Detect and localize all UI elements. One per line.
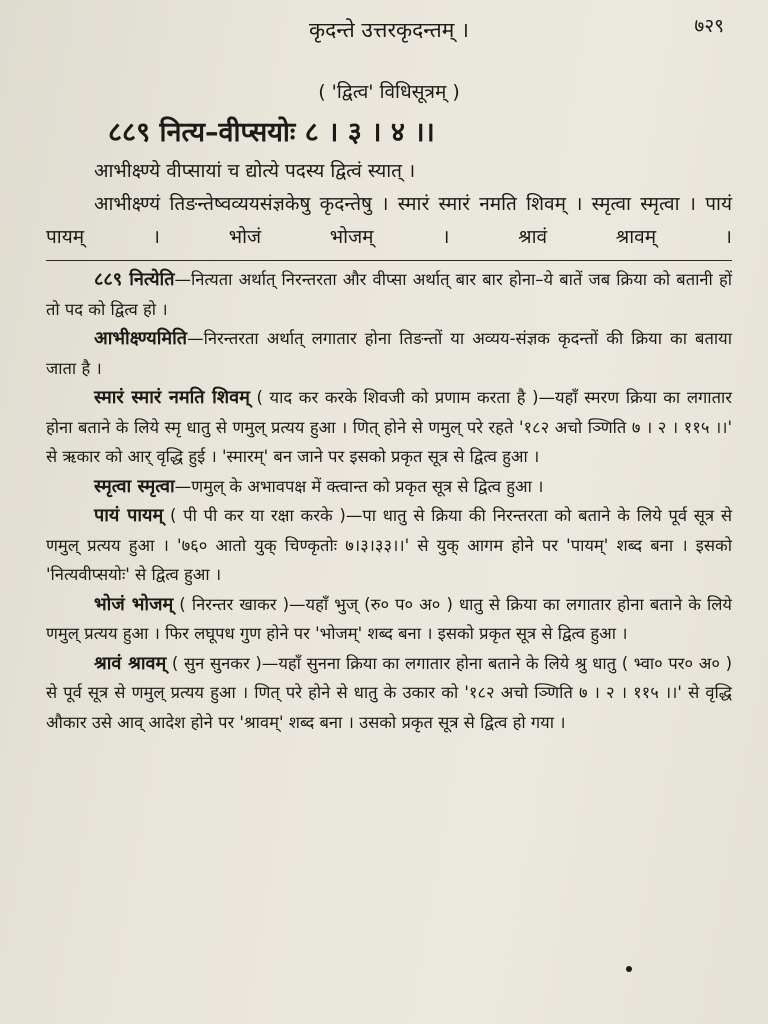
paragraph-lead: स्मृत्वा स्मृत्वा (94, 475, 175, 497)
paragraph-lead: ८८९ नित्येति (94, 269, 175, 290)
section-divider (46, 260, 732, 261)
commentary-paragraph (46, 383, 732, 472)
rule-line-2: आभीक्ष्ण्यं तिङन्तेष्वव्ययसंज्ञकेषु कृदन्तेषु । स्मारं स्मारं नमति शिवम् । स्मृत्वा स्मृत्वा । पायं पायम् । भोजं भोजम् । श्रावं श्रावम् । (46, 193, 732, 248)
page-number: ७२९ (694, 15, 724, 37)
paragraph-text: —नित्यता अर्थात् निरन्तरता और वीप्सा अर्थात् बार बार होना–ये बातें जब क्रिया को बतानी हों तो पद को द्वित्व हो । (46, 270, 732, 319)
sutra-heading: ८८९ नित्य–वीप्सयोः ८ । ३ । ४ ।। (108, 117, 435, 148)
section-label: ( 'द्वित्व' विधिसूत्रम् ) (318, 81, 460, 103)
running-title: कृदन्ते उत्तरकृदन्तम् । (309, 18, 469, 42)
commentary-paragraph (46, 649, 732, 738)
paragraph-lead: भोजं भोजम् (94, 593, 174, 615)
paragraph-text: ( याद कर करके शिवजी को प्रणाम करता है )—यहाँ स्मरण क्रिया का लगातार होना बताने के लिये स्मृ धातु से णमुल् प्रत्यय हुआ । णित् होने से णमुल् परे रहते '१८२ अचो ञ्णिति ७ । २ । ११५ ।।' से ऋकार को आर् वृद्धि हुई । 'स्मारम्' बन जाने पर इसको प्रकृत सूत्र से द्वित्व हुआ । (46, 388, 732, 466)
paragraph-lead: पायं पायम् (94, 505, 164, 526)
ink-dot (626, 966, 632, 972)
paragraph-text: —निरन्तरता अर्थात् लगातार होना तिङन्तों या अव्यय-संज्ञक कृदन्तों की क्रिया का बताया जाता है । (46, 329, 732, 378)
paragraph-text: ( पी पी कर या रक्षा करके )—पा धातु से क्रिया की निरन्तरता को बताने के लिये पूर्व सूत्र से णमुल् प्रत्यय हुआ । '७६० आतो युक् चिण्कृतोः ७।३।३३।।' से युक् आगम होने पर 'पायम्' शब्द बना । इसको 'नित्यवीप्सयोः' से द्वित्व हुआ । (46, 506, 732, 584)
commentary-paragraph (46, 472, 732, 502)
commentary-paragraph (46, 501, 732, 590)
commentary-paragraph (46, 590, 732, 649)
commentary-paragraph (46, 265, 732, 324)
running-header (46, 12, 732, 52)
paragraph-text: ( सुन सुनकर )—यहाँ सुनना क्रिया का लगातार होना बताने के लिये श्रु धातु ( भ्वा० पर० अ० ) से पूर्व सूत्र से णमुल् प्रत्यय हुआ । णित् परे होने से धातु के उकार को '१८२ अचो ञ्णिति ७ । २ । ११५ ।।' से वृद्धि औकार उसे आव् आदेश होने पर 'श्रावम्' शब्द बना । उसको प्रकृत सूत्र से द्वित्व हो गया । (46, 653, 733, 732)
rule-line-1: आभीक्ष्ण्ये वीप्सायां च द्योत्ये पदस्य द्वित्वं स्यात् । (94, 160, 416, 182)
paragraph-lead: स्मारं स्मारं नमति शिवम् (94, 387, 250, 408)
paragraph-text: —णमुल् के अभावपक्ष में क्त्वान्त को प्रकृत सूत्र से द्वित्व हुआ । (174, 476, 544, 496)
paragraph-lead: आभीक्ष्ण्यमिति (94, 328, 188, 349)
paragraph-lead: श्रावं श्रावम् (94, 652, 167, 674)
commentary-paragraph (46, 324, 732, 383)
sutra-rule-text (46, 155, 732, 254)
commentary (46, 265, 732, 737)
paragraph-text: ( निरन्तर खाकर )—यहाँ भुज् (रु० प० अ० ) धातु से क्रिया का लगातार होना बताने के लिये णमुल् प्रत्यय हुआ । फिर लघूपध गुण होने पर 'भोजम्' शब्द बना । इसको प्रकृत सूत्र से द्वित्व हुआ । (46, 594, 732, 643)
